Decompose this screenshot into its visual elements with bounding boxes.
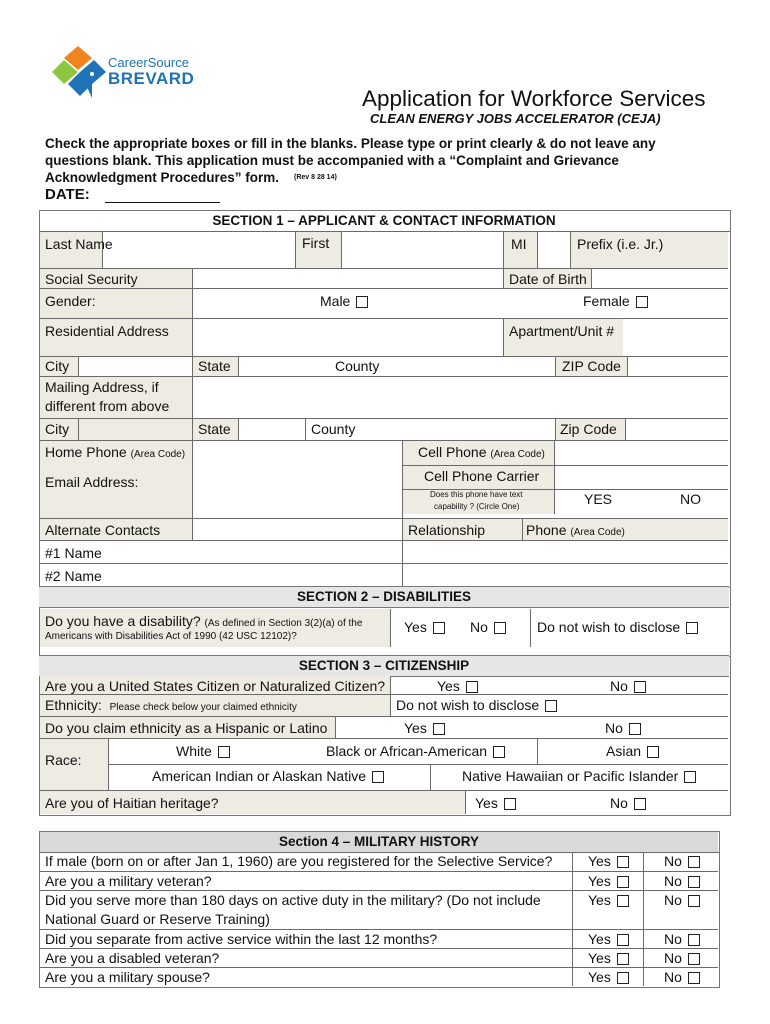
alt-phone-label: Phone (Area Code) — [526, 522, 625, 538]
mailing-state-label: State — [198, 421, 231, 437]
race-black-option[interactable]: Black or African-American — [326, 743, 505, 760]
email-input[interactable] — [193, 466, 401, 517]
logo — [52, 44, 195, 102]
military-q4: Did you separate from active service within the last 12 months? — [45, 931, 438, 947]
instructions-line-3: Acknowledgment Procedures” form. — [45, 170, 280, 185]
military-q6-no-checkbox[interactable] — [688, 972, 700, 984]
ethnicity-nd-option[interactable]: Do not wish to disclose — [396, 697, 557, 714]
contact-1-name-input[interactable] — [193, 541, 401, 562]
military-q5: Are you a disabled veteran? — [45, 950, 220, 966]
race-amind-option[interactable]: American Indian or Alaskan Native — [152, 768, 384, 785]
citizen-no-option[interactable]: No — [610, 678, 646, 695]
haitian-yes-option[interactable]: Yes — [475, 795, 516, 812]
first-name-label: First — [302, 235, 330, 251]
date-label: DATE: — [45, 186, 90, 203]
military-q5-no-checkbox[interactable] — [688, 953, 700, 965]
mi-label: MI — [511, 236, 527, 252]
race-amind-checkbox[interactable] — [372, 771, 384, 783]
section3-title: SECTION 3 – CITIZENSHIP — [39, 655, 729, 677]
military-q6: Are you a military spouse? — [45, 969, 210, 985]
mailing-address-label-1: Mailing Address, if — [45, 379, 159, 395]
last-name-input[interactable] — [103, 233, 294, 267]
disability-yes-checkbox[interactable] — [433, 622, 445, 634]
last-name-label: Last Name — [45, 236, 113, 252]
disability-nd-checkbox[interactable] — [686, 622, 698, 634]
race-label: Race: — [45, 752, 82, 768]
city-label: City — [45, 358, 70, 374]
text-no-option[interactable]: NO — [680, 491, 701, 507]
logo-text-bottom: BREVARD — [108, 69, 195, 88]
race-asian-option[interactable]: Asian — [606, 743, 659, 760]
cell-carrier-label: Cell Phone Carrier — [424, 468, 540, 484]
citizen-no-checkbox[interactable] — [634, 681, 646, 693]
mailing-city-label: City — [45, 421, 70, 437]
military-q1-no-checkbox[interactable] — [688, 856, 700, 868]
section4-title: Section 4 – MILITARY HISTORY — [40, 832, 718, 852]
military-q6-yes-checkbox[interactable] — [617, 972, 629, 984]
race-white-option[interactable]: White — [176, 743, 230, 760]
military-q5-yes-option[interactable]: Yes — [588, 950, 629, 967]
military-q3-line2: National Guard or Reserve Training) — [45, 911, 270, 927]
revision-note: (Rev 8 28 14) — [294, 174, 337, 181]
race-white-checkbox[interactable] — [218, 746, 230, 758]
gender-male-option[interactable]: Male — [320, 293, 368, 310]
disability-question: Do you have a disability? (As defined in Section 3(2)(a) of the — [45, 613, 363, 629]
race-asian-checkbox[interactable] — [647, 746, 659, 758]
military-q5-yes-checkbox[interactable] — [617, 953, 629, 965]
mailing-address-label-2: different from above — [45, 398, 170, 414]
page-title: Application for Workforce Services — [362, 86, 706, 111]
race-nh-checkbox[interactable] — [684, 771, 696, 783]
disability-question-note: Americans with Disabilities Act of 1990 (42 USC 12102)? — [45, 631, 297, 642]
ssn-input[interactable] — [193, 269, 502, 287]
logo-text-top: CareerSource — [108, 55, 189, 70]
military-q3-yes-checkbox[interactable] — [617, 895, 629, 907]
military-q3-yes-option[interactable]: Yes — [588, 892, 629, 909]
dob-label: Date of Birth — [509, 271, 587, 287]
military-q4-yes-checkbox[interactable] — [617, 934, 629, 946]
zip-label: ZIP Code — [562, 358, 621, 374]
ssn-label: Social Security — [45, 271, 138, 287]
disability-nd-option[interactable]: Do not wish to disclose — [537, 619, 698, 636]
prefix-label: Prefix (i.e. Jr.) — [577, 236, 664, 252]
military-q2-yes-option[interactable]: Yes — [588, 873, 629, 890]
mailing-county-label: County — [311, 421, 356, 437]
section2-title: SECTION 2 – DISABILITIES — [39, 586, 729, 608]
hispanic-yes-checkbox[interactable] — [433, 723, 445, 735]
residential-address-input[interactable] — [193, 319, 502, 355]
citizen-yes-checkbox[interactable] — [466, 681, 478, 693]
home-phone-label: Home Phone (Area Code) — [45, 444, 186, 460]
hispanic-question: Do you claim ethnicity as a Hispanic or Latino — [45, 720, 328, 736]
text-capability-label-2: capability ? (Circle One) — [434, 502, 520, 511]
contact-1-name-label: #1 Name — [45, 545, 102, 561]
instructions-line-1: Check the appropriate boxes or fill in the blanks. Please type or print clearly & do not leave any — [45, 136, 656, 151]
hispanic-no-option[interactable]: No — [605, 720, 641, 737]
first-name-input[interactable] — [342, 233, 502, 267]
military-q2-no-checkbox[interactable] — [688, 876, 700, 888]
ethnicity-label: Ethnicity: Please check below your claimed ethnicity — [45, 697, 297, 713]
page-subtitle: CLEAN ENERGY JOBS ACCELERATOR (CEJA) — [370, 111, 661, 126]
apartment-label: Apartment/Unit # — [509, 323, 615, 339]
military-q3-no-option[interactable]: No — [664, 892, 700, 909]
military-q4-no-option[interactable]: No — [664, 931, 700, 948]
alternate-contacts-label: Alternate Contacts — [45, 522, 161, 538]
military-q1-yes-option[interactable]: Yes — [588, 853, 629, 870]
residential-address-label: Residential Address — [45, 323, 169, 339]
military-q1-yes-checkbox[interactable] — [617, 856, 629, 868]
military-q2-yes-checkbox[interactable] — [617, 876, 629, 888]
contact-2-name-label: #2 Name — [45, 568, 102, 584]
state-label: State — [198, 358, 231, 374]
instructions-line-2: questions blank. This application must be accompanied with a “Complaint and Grievance — [45, 153, 619, 168]
race-black-checkbox[interactable] — [493, 746, 505, 758]
hispanic-yes-option[interactable]: Yes — [404, 720, 445, 737]
military-q6-yes-option[interactable]: Yes — [588, 969, 629, 986]
military-q4-yes-option[interactable]: Yes — [588, 931, 629, 948]
military-q5-no-option[interactable]: No — [664, 950, 700, 967]
male-checkbox[interactable] — [356, 296, 368, 308]
mailing-zip-label: Zip Code — [560, 421, 617, 437]
military-q1-no-option[interactable]: No — [664, 853, 700, 870]
military-q4-no-checkbox[interactable] — [688, 934, 700, 946]
haitian-no-option[interactable]: No — [610, 795, 646, 812]
haitian-question: Are you of Haitian heritage? — [45, 795, 219, 811]
haitian-yes-checkbox[interactable] — [504, 798, 516, 810]
hispanic-no-checkbox[interactable] — [629, 723, 641, 735]
mailing-address-input[interactable] — [193, 377, 727, 417]
disability-no-checkbox[interactable] — [494, 622, 506, 634]
text-capability-label-1: Does this phone have text — [430, 490, 523, 499]
cell-phone-label: Cell Phone (Area Code) — [418, 444, 545, 460]
military-q2: Are you a military veteran? — [45, 873, 212, 889]
citizen-question: Are you a United States Citizen or Naturalized Citizen? — [45, 678, 386, 694]
contact-2-name-input[interactable] — [193, 564, 401, 585]
relationship-label: Relationship — [408, 522, 486, 538]
race-nh-option[interactable]: Native Hawaiian or Pacific Islander — [462, 768, 696, 785]
date-field[interactable] — [105, 202, 220, 203]
logo-mark-icon — [52, 44, 106, 100]
disability-yes-option[interactable]: Yes — [404, 619, 445, 636]
haitian-no-checkbox[interactable] — [634, 798, 646, 810]
military-q3: Did you serve more than 180 days on active duty in the military? (Do not include — [45, 892, 541, 908]
section1-title: SECTION 1 – APPLICANT & CONTACT INFORMATION — [212, 213, 556, 228]
military-q1: If male (born on or after Jan 1, 1960) are you registered for the Selective Service? — [45, 853, 553, 869]
email-label: Email Address: — [45, 474, 139, 490]
text-yes-option[interactable]: YES — [584, 491, 613, 507]
citizen-yes-option[interactable]: Yes — [437, 678, 478, 695]
military-q3-no-checkbox[interactable] — [688, 895, 700, 907]
female-checkbox[interactable] — [636, 296, 648, 308]
ethnicity-nd-checkbox[interactable] — [545, 700, 557, 712]
disability-no-option[interactable]: No — [470, 619, 506, 636]
military-q2-no-option[interactable]: No — [664, 873, 700, 890]
military-q6-no-option[interactable]: No — [664, 969, 700, 986]
gender-female-option[interactable]: Female — [583, 293, 648, 310]
county-label: County — [335, 358, 380, 374]
gender-label: Gender: — [45, 293, 96, 309]
